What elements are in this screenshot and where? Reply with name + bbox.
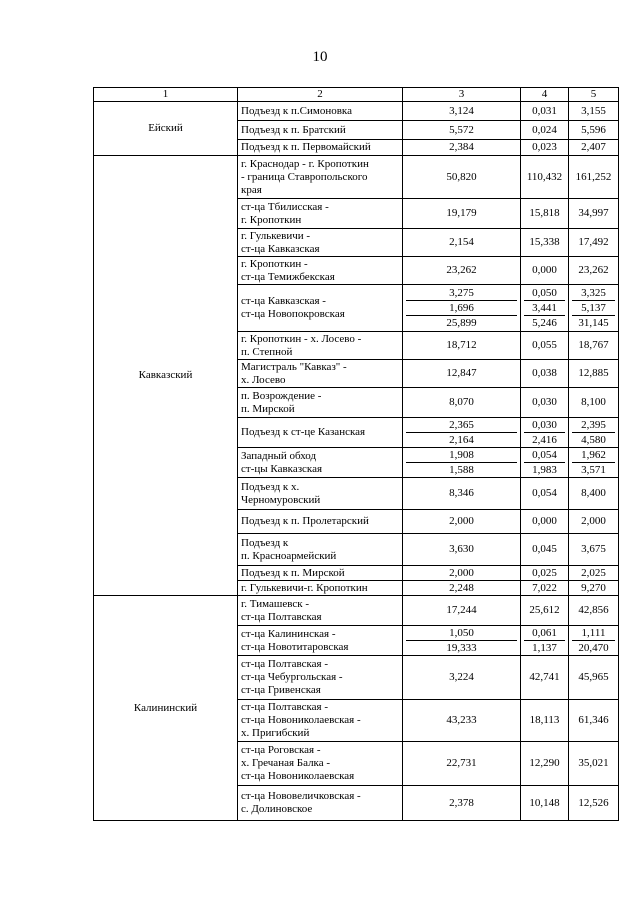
value-cell-v5: 2,025 — [569, 566, 619, 581]
value-sub: 1,962 — [581, 449, 606, 461]
value-cell-v5 — [569, 418, 619, 448]
value-sub: 1,983 — [524, 462, 565, 477]
road-name-line: п. Красноармейский — [241, 549, 337, 562]
road-name-line: Подъезд к п. Братский — [241, 123, 346, 136]
road-name-line: - граница Ставропольского — [241, 170, 368, 183]
header-row — [94, 88, 619, 102]
road-name-line: Подъезд к х. — [241, 480, 300, 493]
value-cell-v5: 42,856 — [569, 596, 619, 626]
road-name-line: ст-ца Калининская - — [241, 627, 336, 640]
value-cell-v4: 18,113 — [521, 700, 569, 742]
road-name-cell — [238, 581, 403, 596]
value-cell-v3: 2,248 — [403, 581, 521, 596]
road-name-line: х. Пригибский — [241, 727, 310, 739]
road-name-line: ст-ца Кавказская — [241, 242, 320, 255]
value-cell-v5: 3,155 — [569, 102, 619, 121]
road-name-cell — [238, 742, 403, 786]
value-sub: 1,696 — [406, 300, 517, 315]
value-cell-v3 — [403, 418, 521, 448]
road-name-line: ст-ца Тбилисская - — [241, 200, 329, 213]
road-name-line: ст-цы Кавказская — [241, 462, 323, 475]
road-name-line: Черномуровский — [241, 493, 321, 506]
road-name-line: г. Кропоткин - — [241, 257, 308, 270]
value-sub: 1,908 — [449, 449, 474, 461]
value-cell-v4: 0,045 — [521, 534, 569, 566]
road-name-cell — [238, 388, 403, 418]
value-cell-v5 — [569, 285, 619, 332]
road-name-cell — [238, 140, 403, 156]
road-name-cell — [238, 626, 403, 656]
value-cell-v5 — [569, 448, 619, 478]
district-cell: Калининский — [94, 596, 238, 821]
road-table — [93, 87, 619, 821]
road-name-cell — [238, 700, 403, 742]
value-cell-v3 — [403, 285, 521, 332]
value-cell-v3: 2,000 — [403, 510, 521, 534]
road-name-line: ст-ца Полтавская - — [241, 658, 329, 670]
table-row — [94, 102, 619, 121]
value-cell-v4: 0,031 — [521, 102, 569, 121]
road-name-line: п. Мирской — [241, 402, 295, 415]
road-name-line: ст-ца Новотитаровская — [241, 640, 349, 653]
value-sub: 2,164 — [406, 432, 517, 447]
value-sub: 1,050 — [449, 627, 474, 639]
road-name-line: г. Гулькевичи - — [241, 229, 311, 242]
value-cell-v3: 8,070 — [403, 388, 521, 418]
value-cell-v5 — [569, 626, 619, 656]
value-cell-v5: 161,252 — [569, 156, 619, 199]
value-cell-v3: 3,224 — [403, 656, 521, 700]
road-name-line: г. Тимашевск - — [241, 597, 309, 610]
value-cell-v5: 61,346 — [569, 700, 619, 742]
value-cell-v5: 18,767 — [569, 332, 619, 360]
road-name-line: Магистраль "Кавказ" - — [241, 360, 347, 373]
value-cell-v4: 10,148 — [521, 786, 569, 821]
value-cell-v4: 0,054 — [521, 478, 569, 510]
road-name-line: Подъезд к п. Мирской — [241, 566, 345, 579]
value-cell-v4: 12,290 — [521, 742, 569, 786]
value-cell-v4 — [521, 626, 569, 656]
value-sub: 0,050 — [532, 287, 557, 299]
table-row — [94, 156, 619, 199]
road-name-line: края — [241, 183, 262, 196]
road-name-cell — [238, 199, 403, 229]
road-name-cell — [238, 596, 403, 626]
road-name-cell — [238, 510, 403, 534]
value-cell-v3: 2,000 — [403, 566, 521, 581]
value-sub: 25,899 — [406, 315, 517, 330]
road-name-line: ст-ца Роговская - — [241, 744, 321, 756]
district-cell: Кавказский — [94, 156, 238, 596]
road-name-line: ст-ца Темижбекская — [241, 270, 335, 283]
road-name-cell — [238, 418, 403, 448]
road-name-line: х. Гречаная Балка - — [241, 757, 331, 769]
road-name-cell — [238, 229, 403, 257]
table-body — [94, 102, 619, 821]
road-name-cell — [238, 360, 403, 388]
value-cell-v3: 2,384 — [403, 140, 521, 156]
road-name-line: ст-ца Полтавская - — [241, 701, 329, 713]
value-cell-v3: 22,731 — [403, 742, 521, 786]
road-name-line: Подъезд к п. Пролетарский — [241, 515, 369, 527]
value-cell-v5: 12,885 — [569, 360, 619, 388]
value-cell-v4: 0,000 — [521, 510, 569, 534]
value-cell-v4: 0,030 — [521, 388, 569, 418]
header-cell: 2 — [238, 88, 403, 102]
road-name-cell — [238, 478, 403, 510]
road-name-line: г. Кропоткин - х. Лосево - — [241, 332, 362, 345]
road-name-line: п. Возрождение - — [241, 389, 322, 402]
road-name-cell — [238, 566, 403, 581]
value-cell-v5: 45,965 — [569, 656, 619, 700]
value-cell-v4: 15,338 — [521, 229, 569, 257]
value-cell-v5: 8,100 — [569, 388, 619, 418]
road-name-cell — [238, 121, 403, 140]
road-name-line: ст-ца Нововеличковская - — [241, 790, 361, 802]
value-cell-v3 — [403, 448, 521, 478]
table-row — [94, 596, 619, 626]
road-name-cell — [238, 786, 403, 821]
value-sub: 0,054 — [532, 449, 557, 461]
value-cell-v3: 50,820 — [403, 156, 521, 199]
value-cell-v4: 0,038 — [521, 360, 569, 388]
value-cell-v4: 42,741 — [521, 656, 569, 700]
value-sub: 3,441 — [524, 300, 565, 315]
road-name-cell — [238, 534, 403, 566]
value-sub: 2,395 — [581, 419, 606, 431]
value-cell-v3: 3,124 — [403, 102, 521, 121]
road-name-cell — [238, 156, 403, 199]
road-name-line: г. Краснодар - г. Кропоткин — [241, 157, 369, 170]
value-cell-v3: 18,712 — [403, 332, 521, 360]
road-name-line: х. Лосево — [241, 373, 286, 386]
road-name-line: Подъезд к ст-це Казанская — [241, 426, 366, 438]
road-name-line: ст-ца Полтавская — [241, 610, 322, 623]
road-name-line: ст-ца Чебургольская - — [241, 671, 343, 683]
value-cell-v5: 23,262 — [569, 257, 619, 285]
value-cell-v5: 12,526 — [569, 786, 619, 821]
value-cell-v3: 23,262 — [403, 257, 521, 285]
road-name-line: Подъезд к п. Первомайский — [241, 141, 371, 153]
value-sub: 3,325 — [581, 287, 606, 299]
header-cell: 4 — [521, 88, 569, 102]
road-name-line: г. Гулькевичи-г. Кропоткин — [241, 581, 368, 594]
road-name-line: ст-ца Новониколаевская - — [241, 714, 361, 726]
value-sub: 4,580 — [572, 432, 615, 447]
value-sub: 1,588 — [406, 462, 517, 477]
value-sub: 1,137 — [524, 640, 565, 655]
value-cell-v4 — [521, 285, 569, 332]
value-cell-v5: 8,400 — [569, 478, 619, 510]
value-cell-v4: 110,432 — [521, 156, 569, 199]
value-cell-v3: 2,154 — [403, 229, 521, 257]
value-sub: 0,030 — [532, 419, 557, 431]
value-cell-v3: 19,179 — [403, 199, 521, 229]
road-name-line: Западный обход — [241, 449, 317, 462]
value-cell-v3 — [403, 626, 521, 656]
road-name-cell — [238, 448, 403, 478]
value-cell-v5: 2,000 — [569, 510, 619, 534]
value-cell-v4: 25,612 — [521, 596, 569, 626]
value-cell-v4 — [521, 448, 569, 478]
value-sub: 3,571 — [572, 462, 615, 477]
value-cell-v3: 12,847 — [403, 360, 521, 388]
value-sub: 2,365 — [449, 419, 474, 431]
road-name-line: г. Кропоткин — [241, 213, 302, 226]
header-cell: 1 — [94, 88, 238, 102]
value-cell-v4: 0,024 — [521, 121, 569, 140]
header-cell: 3 — [403, 88, 521, 102]
value-cell-v5: 34,997 — [569, 199, 619, 229]
value-sub: 20,470 — [572, 640, 615, 655]
value-cell-v3: 8,346 — [403, 478, 521, 510]
value-cell-v3: 5,572 — [403, 121, 521, 140]
road-name-cell — [238, 656, 403, 700]
value-sub: 5,137 — [572, 300, 615, 315]
value-cell-v5: 9,270 — [569, 581, 619, 596]
road-name-line: ст-ца Кавказская - — [241, 295, 326, 307]
road-name-line: ст-ца Гривенская — [241, 684, 321, 696]
district-cell: Ейский — [94, 102, 238, 156]
value-cell-v3: 2,378 — [403, 786, 521, 821]
road-name-cell — [238, 257, 403, 285]
value-cell-v3: 43,233 — [403, 700, 521, 742]
value-cell-v4: 15,818 — [521, 199, 569, 229]
value-cell-v4: 0,000 — [521, 257, 569, 285]
value-cell-v5: 17,492 — [569, 229, 619, 257]
road-name-line: ст-ца Новониколаевская — [241, 770, 355, 782]
value-cell-v4: 7,022 — [521, 581, 569, 596]
page-number: 10 — [312, 49, 328, 65]
value-sub: 0,061 — [532, 627, 557, 639]
value-cell-v5: 2,407 — [569, 140, 619, 156]
value-cell-v5: 35,021 — [569, 742, 619, 786]
value-cell-v5: 5,596 — [569, 121, 619, 140]
road-name-line: с. Долиновское — [241, 803, 313, 815]
road-name-line: п. Степной — [241, 345, 293, 358]
road-name-line: Подъезд к — [241, 536, 289, 549]
value-cell-v5: 3,675 — [569, 534, 619, 566]
value-sub: 19,333 — [406, 640, 517, 655]
value-cell-v4: 0,023 — [521, 140, 569, 156]
value-cell-v4: 0,025 — [521, 566, 569, 581]
value-sub: 2,416 — [524, 432, 565, 447]
road-name-cell — [238, 102, 403, 121]
road-name-line: ст-ца Новопокровская — [241, 308, 345, 320]
value-cell-v3: 3,630 — [403, 534, 521, 566]
road-name-cell — [238, 285, 403, 332]
value-sub: 31,145 — [572, 315, 615, 330]
value-sub: 1,111 — [581, 627, 606, 639]
value-sub: 5,246 — [524, 315, 565, 330]
value-cell-v4 — [521, 418, 569, 448]
header-cell: 5 — [569, 88, 619, 102]
road-name-line: Подъезд к п.Симоновка — [241, 104, 352, 117]
value-cell-v4: 0,055 — [521, 332, 569, 360]
value-sub: 3,275 — [449, 287, 474, 299]
value-cell-v3: 17,244 — [403, 596, 521, 626]
road-name-cell — [238, 332, 403, 360]
